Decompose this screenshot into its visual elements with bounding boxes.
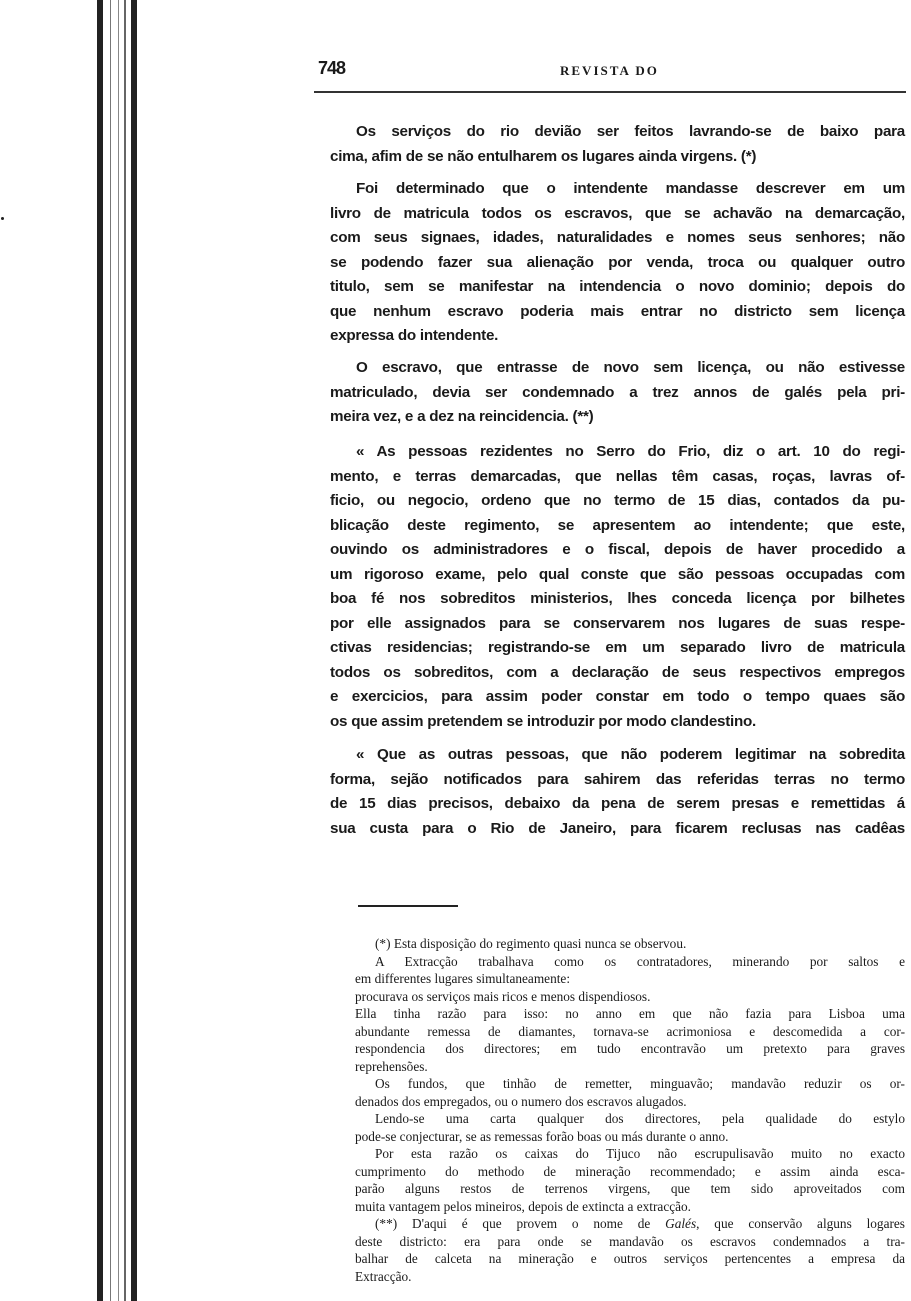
footnote-line: (*) Esta disposição do regimento quasi nunca se observou. — [375, 936, 687, 951]
text-line: Os serviços do rio devião ser feitos lavrando-se de baixo para — [356, 123, 905, 140]
paragraph — [330, 743, 905, 841]
text-line: livro de matricula todos os escravos, que se achavão na demarcação, — [330, 204, 905, 222]
footnote-line: muita vantagem pelos mineiros, depois de extincta a extracção. — [355, 1198, 691, 1214]
page-binding-edge — [97, 0, 103, 1301]
text-line: expressa do intendente. — [330, 327, 499, 344]
text-line: ficio, ou negocio, ordeno que no termo de 15 dias, contados da pu- — [330, 492, 905, 509]
paragraph — [330, 120, 905, 169]
footnote-rule — [358, 905, 458, 907]
text-line: por elle assignados para se conservarem nos lugares de suas respe- — [330, 614, 905, 632]
page-binding-edge — [110, 0, 111, 1301]
footnote-segment: (**) D'aqui é que provem o nome de — [375, 1216, 666, 1231]
text-line: « As pessoas rezidentes no Serro do Frio, diz o art. 10 do regi- — [356, 443, 905, 460]
footnote-line: em differentes lugares simultaneamente: — [355, 971, 571, 986]
text-line: Foi determinado que o intendente mandasse descrever em um — [356, 180, 905, 197]
footnote-line: pode-se conjecturar, se as remessas forão boas ou más durante o anno. — [355, 1128, 729, 1144]
footnote-line: Por esta razão os caixas do Tijuco não escrupulisavão muito no exacto — [375, 1146, 905, 1161]
page-binding-edge — [131, 0, 137, 1301]
text-line: titulo, sem se manifestar na intendencia o novo dominio; depois do — [330, 278, 905, 295]
text-line: os que assim pretendem se introduzir por modo clandestino. — [330, 712, 757, 730]
text-line: sua custa para o Rio de Janeiro, para ficarem reclusas nas cadêas — [330, 819, 905, 837]
footnote-line: parão alguns restos de terrenos virgens, que tem sido aproveitados com — [355, 1181, 905, 1196]
running-title: REVISTA DO — [560, 63, 659, 78]
text-line: O escravo, que entrasse de novo sem licença, ou não estivesse — [356, 359, 905, 376]
footnote-line: denados dos empregados, ou o numero dos escravos alugados. — [355, 1093, 687, 1109]
footnote-line: abundante remessa de diamantes, tornava-se acrimoniosa e descomedida a cor- — [355, 1023, 905, 1039]
text-line: de 15 dias precisos, debaixo da pena de serem presas e remettidas á — [330, 795, 905, 812]
footnotes — [355, 935, 905, 1285]
footnote-line: respondencia dos directores; em tudo encontravão um pretexto para graves — [355, 1041, 905, 1056]
footnote-line: balhar de calceta na mineração e outros serviços pertencentes a empresa da — [355, 1251, 905, 1266]
header-rule — [314, 91, 906, 93]
page-number: 748 — [318, 58, 346, 78]
paragraph — [330, 177, 905, 349]
text-line: ctivas residencias; registrando-se em um separado livro de matricula — [330, 639, 905, 656]
footnote-line: cumprimento do methodo de mineração recommendado; e assim ainda esca- — [355, 1163, 905, 1179]
text-line: ouvindo os administradores e o fiscal, depois de haver procedido a — [330, 541, 905, 558]
text-line: e exercicios, para assim poder constar em todo o tempo quaes são — [330, 688, 905, 705]
text-line: forma, sejão notificados para sahirem das referidas terras no termo — [330, 770, 905, 788]
text-line: boa fé nos sobreditos ministerios, lhes conceda licença por bilhetes — [330, 590, 905, 607]
text-line: se podendo fazer sua alienação por venda, troca ou qualquer outro — [330, 253, 905, 271]
footnote-line: A Extracção trabalhava como os contratadores, minerando por saltos e — [375, 953, 905, 969]
footnote-segment: , que conservão alguns logares — [696, 1216, 905, 1231]
page-binding-edge — [124, 0, 126, 1301]
text-line: cima, afim de se não entulharem os lugares ainda virgens. (*) — [330, 147, 757, 165]
footnote-line: Extracção. — [355, 1268, 412, 1284]
scan-speck — [1, 217, 4, 220]
text-line: todos os sobreditos, com a declaração de seus respectivos empregos — [330, 663, 905, 681]
footnote-line — [355, 1215, 905, 1233]
page-binding-edge — [118, 0, 119, 1301]
footnote-line: Lendo-se uma carta qualquer dos directores, pela qualidade do estylo — [375, 1111, 905, 1126]
paragraph — [330, 356, 905, 430]
footnote-line: procurava os serviços mais ricos e menos dispendiosos. — [355, 988, 651, 1004]
italic-term: Galés — [665, 1216, 697, 1231]
footnote-line: deste districto: era para onde se mandavão os escravos condemnados a tra- — [355, 1233, 905, 1249]
text-line: meira vez, e a dez na reincidencia. (**) — [330, 408, 594, 425]
text-line: blicação deste regimento, se apresentem ao intendente; que este, — [330, 516, 905, 534]
footnote-line: Os fundos, que tinhão de remetter, minguavão; mandavão reduzir os or- — [375, 1076, 905, 1091]
text-line: que nenhum escravo poderia mais entrar no districto sem licença — [330, 302, 905, 320]
footnote-line: Ella tinha razão para isso: no anno em que não fazia para Lisboa uma — [355, 1006, 905, 1021]
text-line: um rigoroso exame, pelo qual conste que são pessoas occupadas com — [330, 565, 905, 583]
text-line: « Que as outras pessoas, que não poderem legitimar na sobredita — [356, 746, 905, 763]
text-line: matriculado, devia ser condemnado a trez annos de galés pela pri- — [330, 383, 905, 401]
footnote-line: reprehensões. — [355, 1058, 428, 1074]
paragraph — [330, 440, 905, 734]
text-line: com seus signaes, idades, naturalidades e nomes seus senhores; não — [330, 229, 905, 246]
text-line: mento, e terras demarcadas, que nellas têm casas, roças, lavras of- — [330, 467, 905, 485]
